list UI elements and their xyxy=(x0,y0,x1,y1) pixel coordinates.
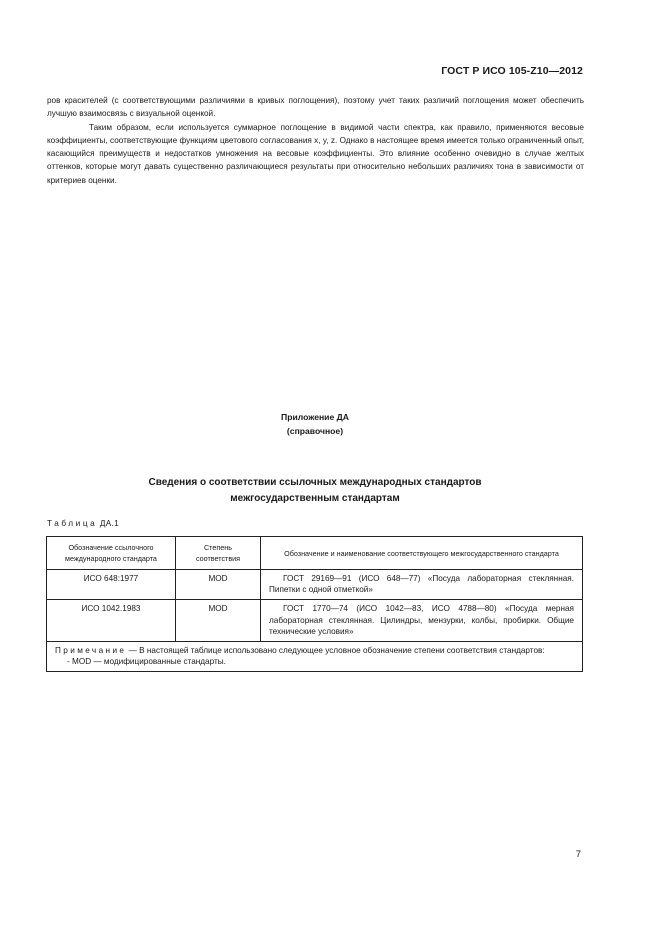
paragraph-1: ров красителей (с соответствующими различиями в кривых поглощения), поэтому учет таких различий поглощения может обеспечить лучшую взаимосвязь с визуальной оценкой. xyxy=(47,96,584,119)
table-caption-number: ДА.1 xyxy=(99,519,119,528)
table-note xyxy=(47,642,583,672)
appendix-subtitle: (справочное) xyxy=(286,425,344,436)
table-header-row xyxy=(47,537,583,570)
cell-degree: MOD xyxy=(176,570,261,600)
appendix-title: Приложение ДА xyxy=(281,412,349,422)
correspondence-table xyxy=(46,536,583,672)
appendix-heading xyxy=(0,411,630,438)
note-label: Примечание xyxy=(55,646,127,656)
header-intl-standard: Обозначение ссылочного международного стандарта xyxy=(47,537,176,570)
page-header-standard-id: ГОСТ Р ИСО 105-Z10—2012 xyxy=(441,65,583,77)
paragraph-2: Таким образом, если используется суммарное поглощение в видимой части спектра, как правило, применяются весовые коэффициенты, соответствующие функциям цветового согласования x, y, z. Однако в настоящее время имеется только ограниченный опыт, касающийся преимуществ и недостатков умножения на весовые коэффициенты. Это влияние особенно очевидно в случае желтых оттенков, которые могут давать существенно различающиеся результаты при относительно небольших различиях тона в зависимости от критериев оценки. xyxy=(47,122,584,185)
table-caption xyxy=(47,519,119,528)
table-row xyxy=(47,570,583,600)
table-row xyxy=(47,600,583,642)
section-title-line-2: межгосударственным стандартам xyxy=(230,492,400,504)
cell-degree: MOD xyxy=(176,600,261,642)
note-item: - MOD — модифицированные стандарты. xyxy=(67,657,226,667)
body-text xyxy=(47,94,584,187)
section-title xyxy=(0,475,630,506)
table-note-row xyxy=(47,642,583,672)
cell-interstate-standard: ГОСТ 1770—74 (ИСО 1042—83, ИСО 4788—80) «Посуда мерная лабораторная стеклянная. Цилиндры, мензурки, колбы, пробирки. Общие технические условия» xyxy=(261,600,583,642)
header-degree: Степень соответствия xyxy=(176,537,261,570)
header-interstate-standard: Обозначение и наименование соответствующего межгосударственного стандарта xyxy=(261,537,583,570)
table-caption-label: Таблица xyxy=(47,519,98,528)
cell-intl-standard: ИСО 1042.1983 xyxy=(47,600,176,642)
page-number: 7 xyxy=(575,849,581,860)
note-text: — В настоящей таблице использовано следующее условное обозначение степени соответствия стандартов: xyxy=(126,646,545,656)
section-title-line-1: Сведения о соответствии ссылочных международных стандартов xyxy=(148,477,482,488)
cell-intl-standard: ИСО 648:1977 xyxy=(47,570,176,600)
cell-interstate-standard: ГОСТ 29169—91 (ИСО 648—77) «Посуда лабораторная стеклянная. Пипетки с одной отметкой» xyxy=(261,570,583,600)
